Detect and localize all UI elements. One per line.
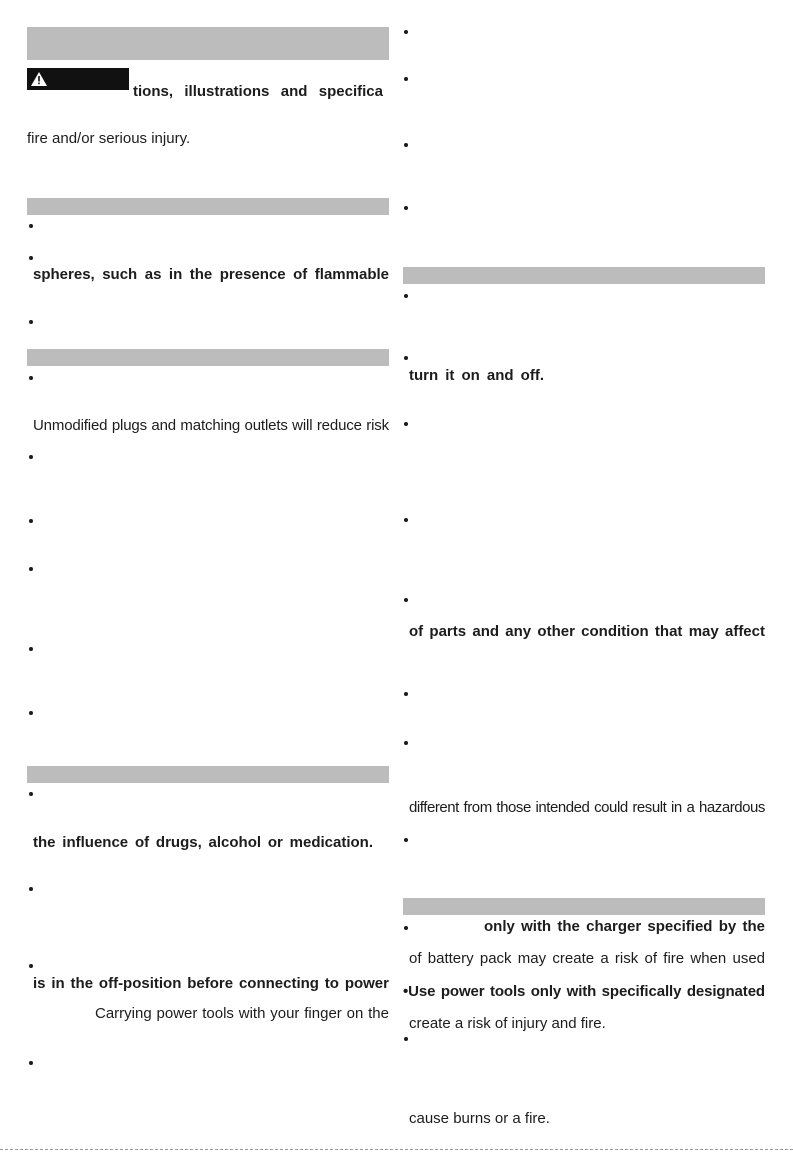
bullet-marker <box>404 1037 408 1041</box>
bullet-marker <box>29 711 33 715</box>
bullet-marker <box>404 356 408 360</box>
personal-safety-text-3: Carrying power tools with your finger on the <box>95 1005 389 1022</box>
tool-use-text-2: of parts and any other condition that may affect <box>409 623 765 640</box>
bullet-marker <box>404 692 408 696</box>
bullet-marker <box>29 1061 33 1065</box>
bullet-marker <box>404 741 408 745</box>
section-header-bar-battery <box>403 898 765 915</box>
battery-text-4: create a risk of injury and fire. <box>409 1015 606 1032</box>
personal-safety-text-1: the influence of drugs, alcohol or medication. <box>33 834 373 851</box>
battery-text-1: only with the charger specified by the <box>484 918 765 935</box>
section-header-bar-work-area <box>27 198 389 215</box>
tool-use-text-3: different from those intended could result in a hazardous <box>409 799 765 816</box>
personal-safety-text-2: is in the off-position before connecting to power <box>33 975 389 992</box>
bullet-marker <box>29 224 33 228</box>
bullet-marker <box>29 792 33 796</box>
section-header-bar-electrical <box>27 349 389 366</box>
bullet-marker <box>404 143 408 147</box>
battery-text-2: of battery pack may create a risk of fire when used <box>409 950 765 967</box>
bullet-marker <box>29 964 33 968</box>
warning-text: tions, illustrations and specifica <box>133 83 383 100</box>
bullet-marker <box>29 519 33 523</box>
bullet-marker <box>29 320 33 324</box>
page-edge-dashed-line <box>0 1149 793 1150</box>
bullet-marker <box>29 567 33 571</box>
section-header-bar-tool-use <box>403 267 765 284</box>
warning-badge <box>27 68 129 90</box>
bullet-marker <box>404 294 408 298</box>
bullet-marker <box>404 422 408 426</box>
bullet-marker <box>404 77 408 81</box>
bullet-marker <box>29 455 33 459</box>
bullet-marker <box>29 647 33 651</box>
work-area-text: spheres, such as in the presence of flammable <box>33 266 389 283</box>
intro-text: fire and/or serious injury. <box>27 130 191 147</box>
tool-use-text-1: turn it on and off. <box>409 367 544 384</box>
bullet-marker <box>404 518 408 522</box>
bullet-marker <box>29 256 33 260</box>
bullet-marker <box>404 206 408 210</box>
bullet-marker <box>29 376 33 380</box>
bullet-marker <box>404 598 408 602</box>
bullet-marker <box>404 838 408 842</box>
warning-triangle-icon <box>31 72 47 86</box>
section-header-bar-personal-safety <box>27 766 389 783</box>
battery-text-5: cause burns or a fire. <box>409 1110 550 1127</box>
electrical-text: Unmodified plugs and matching outlets will reduce risk <box>33 417 389 434</box>
section-header-bar-top <box>27 27 389 60</box>
battery-text-3: •Use power tools only with specifically designated <box>403 983 765 1000</box>
bullet-marker <box>29 887 33 891</box>
bullet-marker <box>404 926 408 930</box>
bullet-marker <box>404 30 408 34</box>
